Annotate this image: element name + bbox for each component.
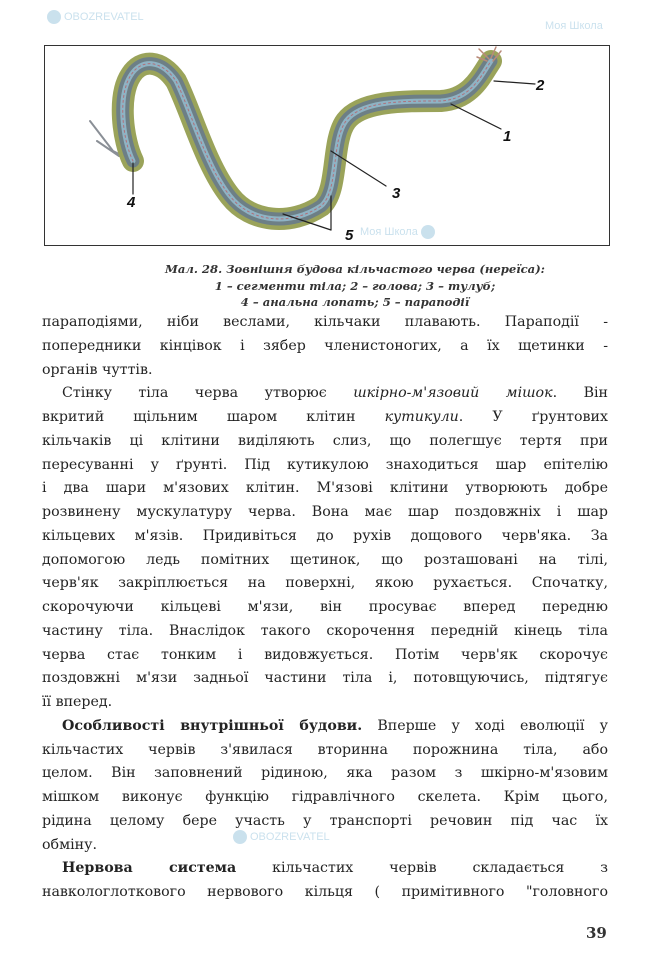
watermark-text: OBOZREVATEL: [250, 830, 330, 843]
text-line: попередники кінцівок і зябер членистоногих, а їх щетинки -: [42, 337, 608, 354]
label-5: 5: [345, 227, 354, 244]
term-italic: кутикули: [384, 409, 459, 425]
text-line: параподіями, ніби веслами, кільчаки плавають. Параподії -: [42, 314, 608, 330]
text-line: частину тіла. Внаслідок такого скорочення передній кінець тіла: [42, 622, 608, 639]
watermark-text: Моя Школа: [545, 20, 603, 32]
watermark: [230, 830, 330, 844]
text-run: вкритий щільним шаром клітин: [42, 409, 385, 425]
caption-title: Мал. 28. Зовнішня будова кільчастого черва (нереїса):: [165, 262, 545, 276]
watermark-logo-icon: [233, 830, 247, 844]
text-line: черва стає тонким і видовжується. Потім черв'як скорочує: [42, 646, 608, 663]
text-line: пересуванні у ґрунті. Під кутикулою знаходиться шар епітелію: [42, 456, 608, 473]
text-line: кільчаків ці клітини виділяють слиз, що полегшує тертя при: [42, 432, 608, 449]
text-line: і два шари м'язових клітин. М'язові клітини утворюють добре: [42, 480, 608, 497]
text-line: черв'як закріплюється на поверхні, якою рухається. Спочатку,: [42, 575, 608, 592]
watermark: [545, 20, 603, 32]
text-line: рідина целому бере участь у транспорті речовин під час їх: [42, 812, 608, 829]
body-text: [42, 311, 608, 905]
watermark-logo-icon: [421, 225, 435, 239]
watermark-logo-icon: [47, 10, 61, 24]
text-run: кільчастих червів складається з: [236, 860, 608, 877]
label-2: 2: [536, 77, 545, 94]
watermark: [44, 10, 144, 24]
text-run: . У ґрунтових: [458, 409, 608, 425]
text-line: навкологлоткового нервового кільця ( примітивного "головного: [42, 884, 608, 900]
caption-line: 4 – анальна лопать; 5 – параподії: [240, 295, 470, 309]
text-line: її вперед.: [42, 694, 113, 710]
text-line: розвинену мускулатуру черва. Вона має шар поздовжніх і шар: [42, 504, 608, 520]
figure-caption: [100, 261, 610, 311]
label-1: 1: [503, 128, 512, 145]
text-line: поздовжні м'язи задньої частини тіла і, потовщуючись, підтягує: [42, 670, 608, 687]
text-line: [42, 406, 608, 430]
text-line: [42, 382, 608, 406]
page-number: 39: [586, 924, 607, 942]
text-line: допомогою ледь помітних щетинок, що розташовані на тілі,: [42, 551, 608, 568]
text-line: кільчастих червів з'явилася вторинна порожнина тіла, або: [42, 741, 608, 758]
label-4: 4: [127, 194, 136, 211]
watermark-text: Моя Школа: [360, 225, 418, 238]
text-line: [42, 857, 608, 881]
nereis-illustration: [45, 46, 609, 245]
text-line: [42, 715, 608, 739]
watermark: [360, 225, 438, 239]
text-line: скорочуючи кільцеві м'язи, він просуває вперед передню: [42, 599, 608, 615]
text-line: органів чуттів.: [42, 361, 153, 378]
worm-figure: [44, 45, 610, 246]
watermark-text: OBOZREVATEL: [64, 10, 144, 23]
label-3: 3: [392, 185, 401, 202]
caption-line: 1 – сегменти тіла; 2 – голова; 3 – тулуб;: [214, 278, 496, 293]
text-line: обміну.: [42, 836, 97, 853]
text-run: Вперше у ході еволюції у: [362, 717, 608, 734]
text-line: целом. Він заповнений рідиною, яка разом з шкірно-м'язовим: [42, 765, 608, 782]
section-heading: Особливості внутрішньої будови.: [62, 717, 363, 734]
term-bold: Нервова система: [62, 860, 237, 877]
term-italic: шкірно-м'язовий мішок: [353, 385, 553, 402]
text-line: мішком виконує функцію гідравлічного скелета. Крім цього,: [42, 789, 608, 805]
text-run: Стінку тіла черва утворює: [62, 385, 354, 402]
text-line: кільцевих м'язів. Придивіться до рухів дощового черв'яка. За: [42, 527, 608, 544]
text-run: . Він: [552, 385, 608, 402]
